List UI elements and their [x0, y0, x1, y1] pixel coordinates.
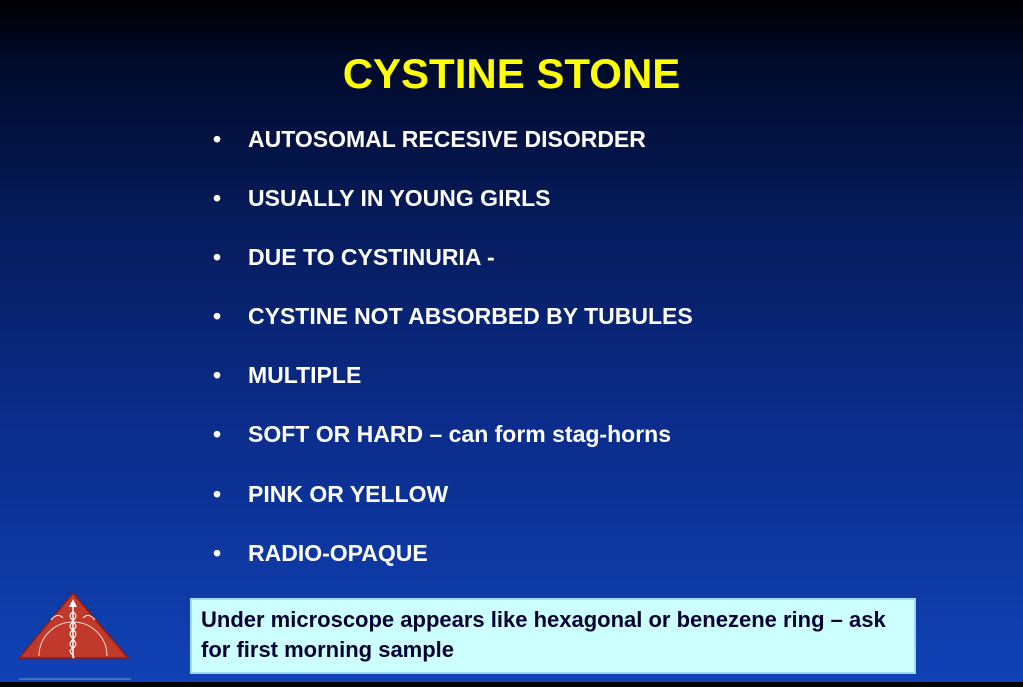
bullet-text: CYSTINE NOT ABSORBED BY TUBULES — [248, 303, 693, 330]
bullet-text: USUALLY IN YOUNG GIRLS — [248, 185, 551, 212]
bullet-text: SOFT OR HARD – can form stag-horns — [248, 421, 671, 448]
bullet-item — [213, 417, 693, 476]
bullet-glyph: • — [213, 539, 222, 566]
bullet-item — [213, 240, 693, 299]
bullet-item — [213, 477, 693, 536]
bullet-item — [213, 181, 693, 240]
bullet-item — [213, 536, 693, 595]
bullet-list — [213, 122, 693, 595]
bullet-glyph: • — [213, 185, 222, 212]
bullet-text: RADIO-OPAQUE — [248, 539, 428, 566]
bullet-item — [213, 122, 693, 181]
slide-title: CYSTINE STONE — [342, 50, 681, 97]
bullet-glyph: • — [213, 244, 222, 271]
bullet-item — [213, 299, 693, 358]
bullet-text: AUTOSOMAL RECESIVE DISORDER — [248, 126, 646, 152]
bullet-glyph: • — [213, 421, 222, 448]
bullet-glyph: • — [213, 480, 222, 507]
bullet-glyph: • — [213, 303, 222, 330]
bullet-text: MULTIPLE — [248, 362, 362, 389]
note-box: Under microscope appears like hexagonal or benezene ring – ask for first morning sample — [190, 598, 916, 674]
bullet-text: DUE TO CYSTINURIA - — [248, 244, 495, 271]
caduceus-triangle-icon — [17, 590, 131, 682]
bullet-item — [213, 358, 693, 417]
bullet-text: PINK OR YELLOW — [248, 480, 449, 507]
bullet-glyph: • — [213, 126, 222, 152]
bullet-glyph: • — [213, 362, 222, 389]
